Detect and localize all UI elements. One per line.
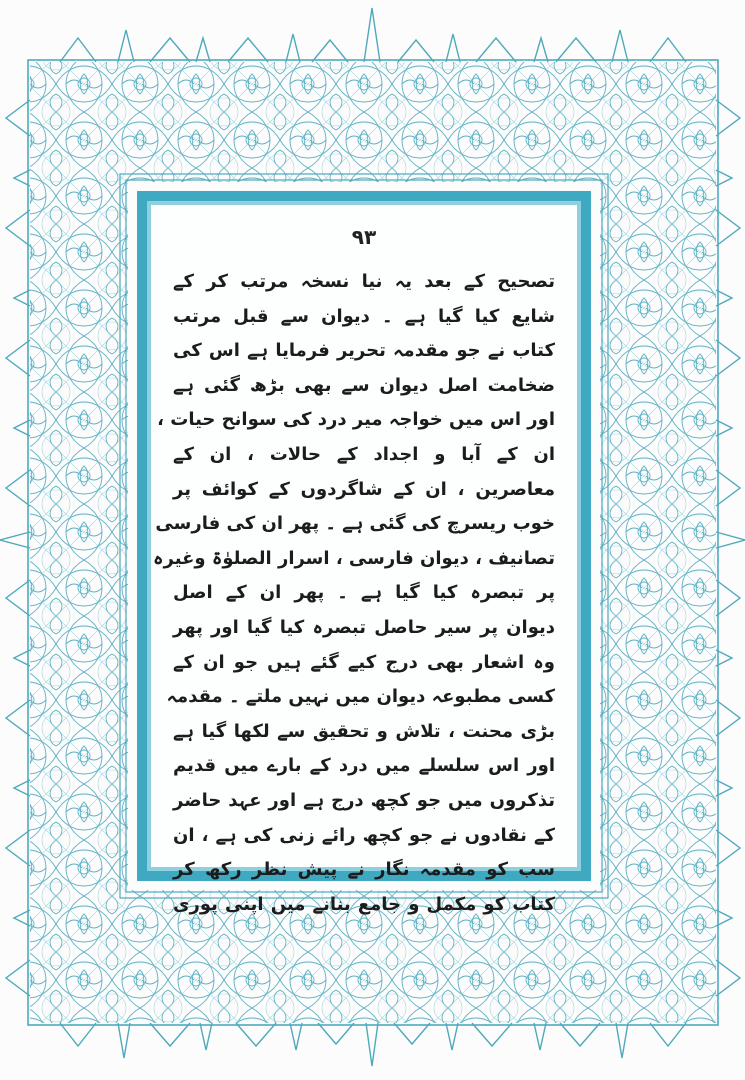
text-line: اور اس سلسلے میں درد کے بارے میں قدیم <box>173 755 555 777</box>
text-line: خوب ریسرچ کی گئی ہے ۔ پھر ان کی فارسی <box>155 513 555 535</box>
text-line: ضخامت اصل دیوان سے بھی بڑھ گئی ہے <box>173 374 555 396</box>
text-line: تصانیف ، دیوان فارسی ، اسرار الصلوٰۃ وغیرہ <box>153 547 555 569</box>
text-line: پر تبصرہ کیا گیا ہے ۔ پھر ان کے اصل <box>173 582 555 604</box>
body-text <box>153 265 555 922</box>
text-line: شایع کیا گیا ہے ۔ دیوان سے قبل مرتب <box>173 305 555 327</box>
text-panel <box>147 201 581 915</box>
page-number: ۹۳ <box>351 225 377 249</box>
text-frame <box>137 191 591 915</box>
text-line: کسی مطبوعہ دیوان میں نہیں ملتے ۔ مقدمہ <box>166 686 555 708</box>
text-line: ان کے آبا و اجداد کے حالات ، ان کے <box>173 443 555 465</box>
text-line: دیوان پر سیر حاصل تبصرہ کیا گیا اور پھر <box>173 616 555 638</box>
text-line: تصحیح کے بعد یہ نیا نسخہ مرتب کر کے <box>173 271 555 292</box>
text-line: بڑی محنت ، تلاش و تحقیق سے لکھا گیا ہے <box>173 720 555 742</box>
text-line: معاصرین ، ان کے شاگردوں کے کوائف پر <box>173 478 555 500</box>
text-line: اور اس میں خواجہ میر درد کی سوانح حیات ، <box>157 409 555 431</box>
text-line: سب کو مقدمہ نگار نے پیش نظر رکھ کر <box>173 859 555 881</box>
text-line: وہ اشعار بھی درج کیے گئے ہیں جو ان کے <box>173 651 555 673</box>
text-line: کتاب نے جو مقدمہ تحریر فرمایا ہے اس کی <box>173 340 555 362</box>
text-line: کتاب کو مکمل و جامع بنانے میں اپنی پوری <box>173 893 555 915</box>
text-line: تذکروں میں جو کچھ درج ہے اور عہد حاضر <box>173 789 555 811</box>
text-line: کے نقادوں نے جو کچھ رائے زنی کی ہے ، ان <box>173 824 555 846</box>
